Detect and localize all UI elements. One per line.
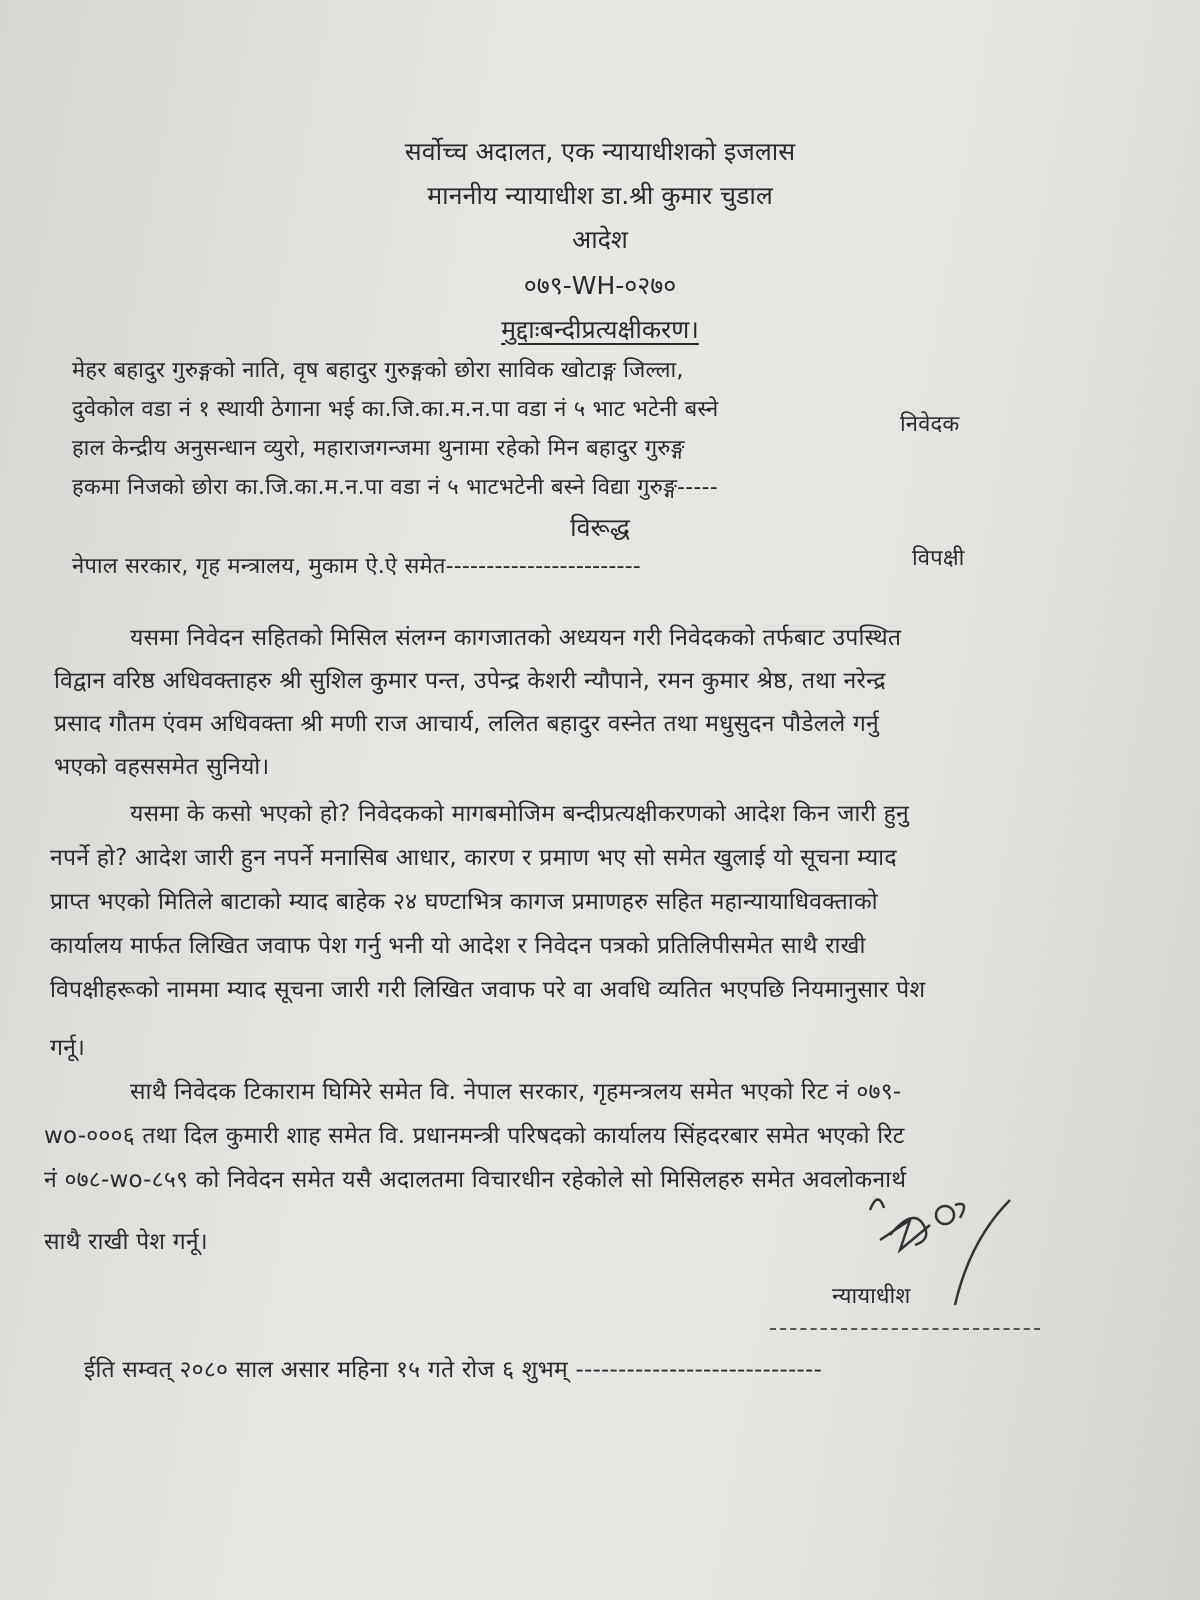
petitioner-line: हाल केन्द्रीय अनुसन्धान व्युरो, महाराजगन्जमा थुनामा रहेको मिन बहादुर गुरुङ्ग [72,436,685,461]
paragraph-line: यसमा के कसो भएको हो? निवेदकको मागबमोजिम बन्दीप्रत्यक्षीकरणको आदेश किन जारी हुनु [130,801,910,827]
paragraph-line: प्राप्त भएको मितिले बाटाको म्याद बाहेक २४ घण्टाभित्र कागज प्रमाणहरु सहित महान्यायाधिवक्ताको [50,889,878,915]
judge-name: माननीय न्यायाधीश डा.श्री कुमार चुडाल [427,181,773,210]
paragraph-line: कार्यालय मार्फत लिखित जवाफ पेश गर्नु भनी यो आदेश र निवेदन पत्रको प्रतिलिपीसमेत साथै राखी [50,933,866,959]
paragraph-line: नं ०७८-wo-८५९ को निवेदन समेत यसै अदालतमा विचारधीन रहेकोले सो मिसिलहरु समेत अवलोकनार्थ [44,1167,907,1193]
petitioner-line: मेहर बहादुर गुरुङ्गको नाति, वृष बहादुर गुरुङ्गको छोरा साविक खोटाङ्ग जिल्ला, [72,358,684,383]
paragraph-line: wo-०००६ तथा दिल कुमारी शाह समेत वि. प्रधानमन्त्री परिषदको कार्यालय सिंहदरबार समेत भएको रिट [44,1123,905,1149]
case-subject: मुद्दाःबन्दीप्रत्यक्षीकरण। [501,315,699,344]
petitioner-line: दुवेकोल वडा नं १ स्थायी ठेगाना भई का.जि.का.म.न.पा वडा नं ५ भाट भटेनी बस्ने [72,397,719,422]
footer-date: ईति सम्वत् २०८० साल असार महिना १५ गते रोज ६ शुभम् ----------------------------- [84,1357,822,1383]
paragraph-line: साथै निवेदक टिकाराम घिमिरे समेत वि. नेपाल सरकार, गृहमन्त्रलय समेत भएको रिट नं ०७९- [130,1079,902,1105]
respondent-text: नेपाल सरकार, गृह मन्त्रालय, मुकाम ऐ.ऐ समेत------------------------ [72,554,641,579]
respondent-role: विपक्षी [912,546,965,571]
paragraph-line: भएको वहससमेत सुनियो। [54,754,270,780]
paragraph-line: गर्नू। [50,1035,86,1061]
order-label: आदेश [572,225,628,254]
paragraph-line: विद्वान वरिष्ठ अधिवक्ताहरु श्री सुशिल कुमार पन्त, उपेन्द्र केशरी न्यौपाने, रमन कुमार श्रेष्ठ, तथा नरेन्द्र [54,668,886,694]
paragraph-line: प्रसाद गौतम एंवम अधिवक्ता श्री मणी राज आचार्य, ललित बहादुर वस्नेत तथा मधुसुदन पौडेलले गर्नु [54,711,880,737]
paragraph-line: साथै राखी पेश गर्नू। [44,1229,208,1255]
paragraph-line: विपक्षीहरूको नाममा म्याद सूचना जारी गरी लिखित जवाफ परे वा अवधि व्यतित भएपछि नियमानुसार पेश [50,977,926,1003]
paragraph-line: यसमा निवेदन सहितको मिसिल संलग्न कागजातको अध्ययन गरी निवेदकको तर्फबाट उपस्थित [130,625,902,651]
petitioner-line: हकमा निजको छोरा का.जि.का.म.न.पा वडा नं ५ भाटभटेनी बस्ने विद्या गुरुङ्ग----- [72,475,718,500]
signature-title: न्यायाधीश [832,1284,911,1309]
petitioner-role: निवेदक [900,412,960,437]
signature-divider [770,1328,1040,1330]
court-name: सर्वोच्च अदालत, एक न्यायाधीशको इजलास [404,137,796,166]
case-number: ०७९-WH-०२७० [523,271,677,300]
paragraph-line: नपर्ने हो? आदेश जारी हुन नपर्ने मनासिब आधार, कारण र प्रमाण भए सो समेत खुलाई यो सूचना म्याद [50,845,897,871]
versus-label: विरूद्ध [570,513,630,542]
